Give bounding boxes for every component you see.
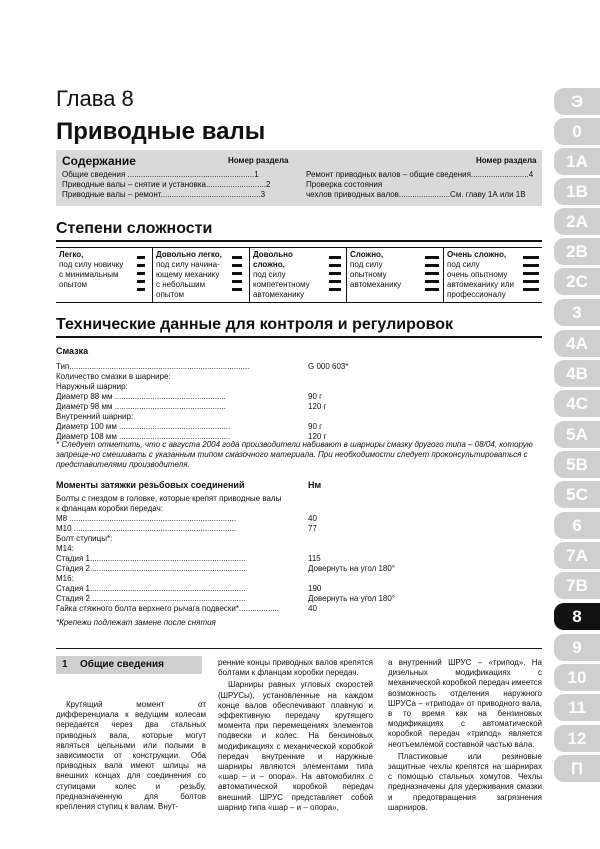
torque-row-label: Болт ступицы*: [56, 534, 113, 543]
torque-row-value: Довернуть на угол 180° [308, 594, 396, 603]
tab-7b[interactable]: 7B [554, 572, 600, 599]
tab-6[interactable]: 6 [554, 512, 600, 539]
text-column-1 [56, 700, 206, 814]
difficulty-level-name: Довольно легко, [156, 250, 222, 259]
torque-row-value: 115 [308, 554, 321, 563]
tab-7a[interactable]: 7A [554, 542, 600, 569]
wrench-icon [229, 252, 247, 296]
torque-row-value: 40 [308, 604, 317, 613]
difficulty-level-3 [250, 248, 347, 302]
lube-labels [56, 362, 306, 442]
tech-rule [56, 336, 542, 338]
tab-e[interactable]: Э [554, 88, 600, 115]
tab-4a[interactable]: 4A [554, 330, 600, 357]
lube-row-label: Количество смазки в шарнире: [56, 372, 171, 381]
torque-note: *Крепежи подлежат замене после снятия [56, 618, 216, 627]
lube-row-label: Диаметр 100 мм .................................................. [56, 422, 231, 431]
tech-title: Технические данные для контроля и регулировок [56, 316, 454, 333]
text-column-3 [388, 658, 542, 815]
tab-1a[interactable]: 1A [554, 148, 600, 175]
toc-item-repair-general[interactable]: Ремонт приводных валов – общие сведения..........................4 [306, 170, 534, 179]
tab-p[interactable]: П [554, 755, 600, 782]
tab-2a[interactable]: 2A [554, 208, 600, 235]
tab-11[interactable]: 11 [554, 694, 600, 721]
torque-row-label: М10 ......................................................................... [56, 524, 237, 533]
torque-row-label: Стадия 1...................................................................... [56, 554, 246, 563]
tab-10[interactable]: 10 [554, 664, 600, 691]
toc-item-boots[interactable]: чехлов приводных валов.......................См. главу 1А или 1В [306, 190, 526, 199]
difficulty-level-5 [444, 248, 542, 302]
torque-row-value [308, 494, 508, 504]
page-title: Приводные валы [56, 118, 266, 145]
section-number: 1 [62, 659, 68, 670]
wrench-icon [522, 252, 540, 296]
difficulty-table [56, 247, 542, 303]
tab-0[interactable]: 0 [554, 118, 600, 145]
lube-note: * Следует отметить, что с августа 2004 года производители набивают в шарниры смазку другого типа – 08/04, которую запреще-но смешивать с указанным типом смазочного материала. При необходимости следует проконсультироваться с представителями производителя. [56, 440, 533, 469]
lube-row-value [308, 372, 508, 382]
torque-row-label: Болты с гнездом в головке, которые крепят приводные валы [56, 494, 282, 503]
lube-row-value: G 000 603* [308, 362, 349, 371]
tab-4c[interactable]: 4C [554, 390, 600, 417]
torque-labels [56, 494, 306, 614]
difficulty-level-4 [347, 248, 444, 302]
difficulty-level-name: Очень сложно, [447, 250, 507, 259]
tab-5a[interactable]: 5A [554, 421, 600, 448]
lube-row-label: Наружный шарнир: [56, 382, 128, 391]
torque-row-value [308, 534, 508, 544]
torque-row-label: Стадия 2...................................................................... [56, 564, 246, 573]
torque-row-label: Стадия 1...................................................................... [56, 584, 246, 593]
torque-row-value: 190 [308, 584, 322, 593]
toc-box [56, 150, 542, 206]
lube-row-value [308, 382, 508, 392]
tab-2b[interactable]: 2B [554, 238, 600, 265]
difficulty-level-desc: под силу новичку с минимальным опытом [59, 260, 124, 289]
toc-item-removal[interactable]: Приводные валы – снятие и установка...........................2 [62, 180, 271, 189]
difficulty-level-desc: под силу компетентному автомеханику [253, 270, 310, 299]
lube-row-label: Тип................................................................................. [56, 362, 250, 371]
torque-row-label: М16: [56, 574, 74, 583]
difficulty-level-desc: под силу начина- ющему механику с небольшим опытом [156, 260, 220, 299]
chapter-label: Глава 8 [56, 86, 134, 111]
toc-heading: Содержание [62, 154, 136, 168]
section-title: Общие сведения [80, 659, 164, 670]
section-rule [56, 648, 542, 649]
paragraph: Крутящий момент от дифференциала к ведущим колесам передается через два стальных приводных вала, которые могут являться цельными или полыми в зависимости от конструкции. Оба приводных вала имеют шлицы на внешних концах для соединения со ступицами колес и резьбу, предназначенную для болтов крепления ступиц к валам. Внут- [56, 700, 206, 812]
wrench-icon [326, 252, 344, 296]
difficulty-level-2 [153, 248, 250, 302]
paragraph: Шарниры равных угловых скоростей (ШРУСы), установленные на каждом конце валов обеспечивают плавную и эффективную передачу крутящего момента при перемещениях элементов подвески и колес. На бензиновых модификациях с механической коробкой передач внутренние и наружные шарниры являются элементами типа «шар – и – опора». На автомобилях с автоматической коробкой передач внешний ШРУС представляет собой шарнир типа «шар – и – опора», [218, 680, 373, 812]
lube-row-label: Диаметр 108 мм .................................................. [56, 432, 231, 441]
tab-5c[interactable]: 5C [554, 481, 600, 508]
tab-2c[interactable]: 2C [554, 268, 600, 295]
tab-12[interactable]: 12 [554, 725, 600, 752]
lube-row-value: 120 г [308, 402, 327, 411]
lube-row-value [308, 412, 508, 422]
paragraph: Пластиковые или резиновые защитные чехлы крепятся на шарнирах с помощью стальных хомутов. Чехлы предназначены для удерживания смазки и предотвращения загрязнения шарниров. [388, 751, 542, 812]
toc-section-label-left: Номер раздела [228, 156, 289, 165]
lube-row-value: 90 г [308, 422, 323, 431]
lube-values [308, 362, 508, 442]
lube-row-label: Диаметр 98 мм .................................................. [56, 402, 226, 411]
torque-row-value [308, 504, 508, 514]
torque-row-value: 40 [308, 514, 317, 523]
torque-row-value: 77 [308, 524, 317, 533]
lube-heading: Смазка [56, 346, 89, 356]
lube-row-value: 120 г [308, 432, 327, 441]
toc-item-repair[interactable]: Приводные валы – ремонт.............................................3 [62, 190, 266, 199]
text-column-2 [218, 658, 373, 815]
torque-row-value [308, 574, 508, 584]
torque-row-value [308, 544, 508, 554]
difficulty-level-desc: под силу очень опытному автомеханику или профессионалу [447, 260, 514, 299]
torque-row-label: М8 ........................................................................... [56, 514, 237, 523]
difficulty-level-1 [56, 248, 153, 302]
tab-1b[interactable]: 1B [554, 178, 600, 205]
toc-item-general[interactable]: Общие сведения .........................................................1 [62, 170, 259, 179]
tab-8-active[interactable]: 8 [554, 603, 600, 630]
paragraph: а внутренний ШРУС – «трипод». На дизельных модификациях с механической коробкой передач имеется возможность отделения наружного ШРУСа – «трипода» от приводного вала, в то время как на бензиновых модификациях с автоматической коробкой передач «трипод» является неотъемлемой составной частью вала. [388, 658, 542, 749]
difficulty-level-name: Сложно, [350, 250, 384, 259]
torque-unit: Нм [308, 480, 322, 490]
lube-row-value: 90 г [308, 392, 323, 401]
torque-row-label: М14: [56, 544, 74, 553]
toc-item-check[interactable]: Проверка состояния [306, 180, 383, 189]
toc-section-label-right: Номер раздела [476, 156, 537, 165]
difficulty-level-name: Легко, [59, 250, 84, 259]
torque-row-label: к фланцам коробки передач: [56, 504, 163, 513]
lube-row-label: Внутренний шарнир: [56, 412, 134, 421]
paragraph: ренние концы приводных валов крепятся болтами к фланцам коробки передач. [218, 658, 373, 678]
difficulty-level-desc: под силу опытному автомеханику [350, 260, 402, 289]
difficulty-level-name: Довольно сложно, [253, 250, 293, 269]
torque-row-label: Гайка стяжного болта верхнего рычага подвески*.................. [56, 604, 279, 613]
torque-values [308, 494, 508, 614]
tab-3[interactable]: 3 [554, 299, 600, 326]
wrench-icon [423, 252, 441, 296]
torque-heading: Моменты затяжки резьбовых соединений [56, 480, 245, 490]
torque-row-label: Стадия 2...................................................................... [56, 594, 246, 603]
difficulty-rule [56, 240, 542, 242]
torque-row-value: Довернуть на угол 180° [308, 564, 396, 573]
lube-row-label: Диаметр 88 мм .................................................. [56, 392, 226, 401]
section-heading-box [56, 656, 202, 674]
tab-9[interactable]: 9 [554, 634, 600, 661]
difficulty-title: Степени сложности [56, 220, 213, 237]
tab-5b[interactable]: 5B [554, 451, 600, 478]
tab-4b[interactable]: 4B [554, 360, 600, 387]
wrench-icon [132, 252, 150, 296]
